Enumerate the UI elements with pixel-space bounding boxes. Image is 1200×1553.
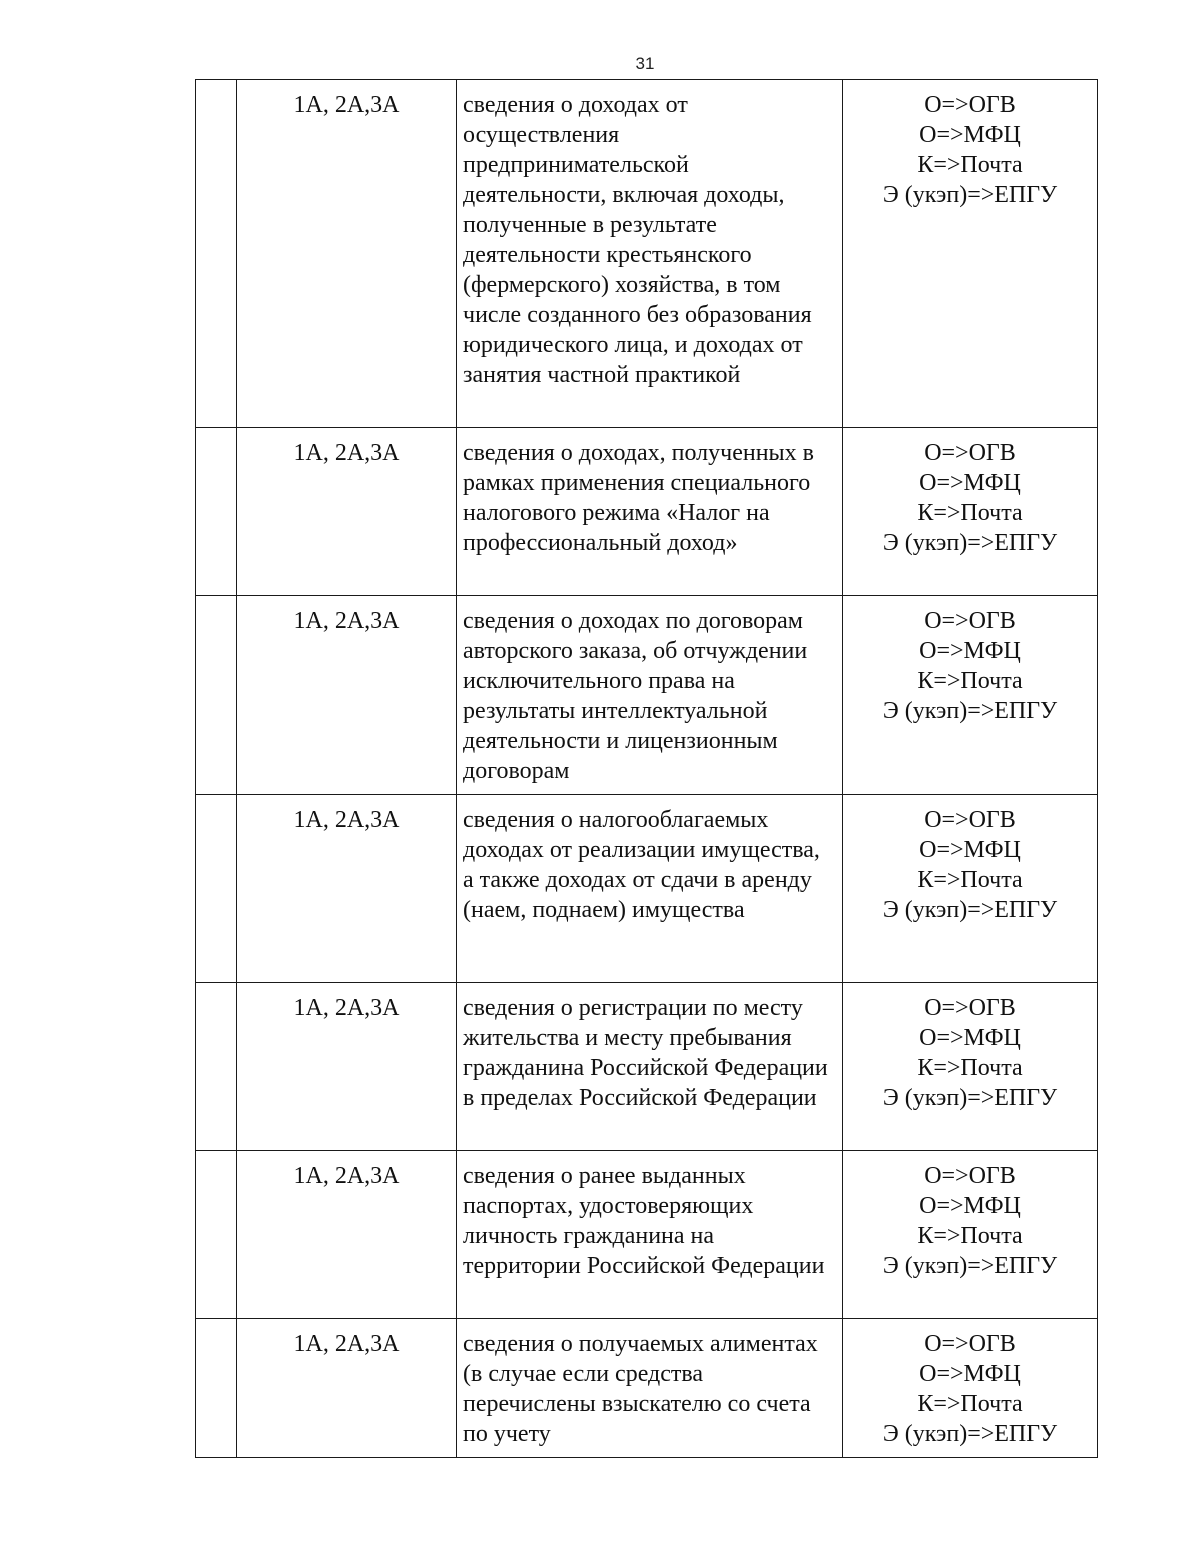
channel-item: О=>МФЦ — [919, 837, 1021, 863]
description-cell: сведения о ранее выданных паспортах, удостоверяющих личность гражданина на территории Российской Федерации — [457, 1151, 843, 1319]
channel-item: О=>ОГВ — [924, 440, 1016, 466]
channel-item: О=>ОГВ — [924, 1331, 1016, 1357]
channel-item: О=>МФЦ — [919, 1193, 1021, 1219]
channel-item: К=>Почта — [917, 152, 1023, 178]
description-cell: сведения о получаемых алиментах (в случае если средства перечислены взыскателю со счета по учету — [457, 1319, 843, 1458]
channels-cell — [843, 1319, 1098, 1458]
channel-item: К=>Почта — [917, 1055, 1023, 1081]
index-cell — [196, 983, 237, 1151]
channel-item: О=>ОГВ — [924, 807, 1016, 833]
channel-item: К=>Почта — [917, 1391, 1023, 1417]
channels-cell — [843, 983, 1098, 1151]
channel-item: О=>МФЦ — [919, 470, 1021, 496]
channels-cell — [843, 596, 1098, 795]
description-cell: сведения о доходах от осуществления предпринимательской деятельности, включая доходы, полученные в результате деятельности крестьянского (фермерского) хозяйства, в том числе созданного без образования юридического лица, и доходах от занятия частной практикой — [457, 80, 843, 428]
channel-item: Э (укэп)=>ЕПГУ — [882, 530, 1058, 556]
code-cell: 1А, 2А,3А — [237, 1319, 457, 1458]
channel-item: Э (укэп)=>ЕПГУ — [882, 698, 1058, 724]
channel-item: К=>Почта — [917, 1223, 1023, 1249]
channel-item: О=>МФЦ — [919, 122, 1021, 148]
code-cell: 1А, 2А,3А — [237, 428, 457, 596]
channel-item: О=>МФЦ — [919, 1025, 1021, 1051]
channel-item: К=>Почта — [917, 867, 1023, 893]
channel-item: Э (укэп)=>ЕПГУ — [882, 897, 1058, 923]
index-cell — [196, 596, 237, 795]
index-cell — [196, 1319, 237, 1458]
table-row — [196, 80, 1098, 428]
page-number: 31 — [635, 54, 655, 73]
description-cell: сведения о доходах по договорам авторского заказа, об отчуждении исключительного права на результаты интеллектуальной деятельности и лицензионным договорам — [457, 596, 843, 795]
channel-item: Э (укэп)=>ЕПГУ — [882, 1421, 1058, 1447]
table-row — [196, 983, 1098, 1151]
channel-item: Э (укэп)=>ЕПГУ — [882, 1085, 1058, 1111]
code-cell: 1А, 2А,3А — [237, 596, 457, 795]
channels-cell — [843, 428, 1098, 596]
description-cell: сведения о доходах, полученных в рамках применения специального налогового режима «Налог на профессиональный доход» — [457, 428, 843, 596]
table-row — [196, 1151, 1098, 1319]
channels-cell — [843, 795, 1098, 983]
code-cell: 1А, 2А,3А — [237, 795, 457, 983]
index-cell — [196, 1151, 237, 1319]
table-row — [196, 596, 1098, 795]
description-cell: сведения о налогооблагаемых доходах от реализации имущества, а также доходах от сдачи в аренду (наем, поднаем) имущества — [457, 795, 843, 983]
code-cell: 1А, 2А,3А — [237, 1151, 457, 1319]
index-cell — [196, 795, 237, 983]
channel-item: О=>ОГВ — [924, 92, 1016, 118]
document-table — [195, 79, 1098, 1458]
table-row — [196, 428, 1098, 596]
channel-item: О=>МФЦ — [919, 638, 1021, 664]
index-cell — [196, 428, 237, 596]
code-cell: 1А, 2А,3А — [237, 80, 457, 428]
channel-item: К=>Почта — [917, 668, 1023, 694]
channel-item: О=>ОГВ — [924, 1163, 1016, 1189]
channel-item: О=>ОГВ — [924, 995, 1016, 1021]
channels-cell — [843, 1151, 1098, 1319]
channel-item: К=>Почта — [917, 500, 1023, 526]
description-cell: сведения о регистрации по месту жительства и месту пребывания гражданина Российской Федерации в пределах Российской Федерации — [457, 983, 843, 1151]
code-cell: 1А, 2А,3А — [237, 983, 457, 1151]
channel-item: О=>ОГВ — [924, 608, 1016, 634]
table-row — [196, 1319, 1098, 1458]
index-cell — [196, 80, 237, 428]
channel-item: О=>МФЦ — [919, 1361, 1021, 1387]
channel-item: Э (укэп)=>ЕПГУ — [882, 1253, 1058, 1279]
table-row — [196, 795, 1098, 983]
channel-item: Э (укэп)=>ЕПГУ — [882, 182, 1058, 208]
channels-cell — [843, 80, 1098, 428]
